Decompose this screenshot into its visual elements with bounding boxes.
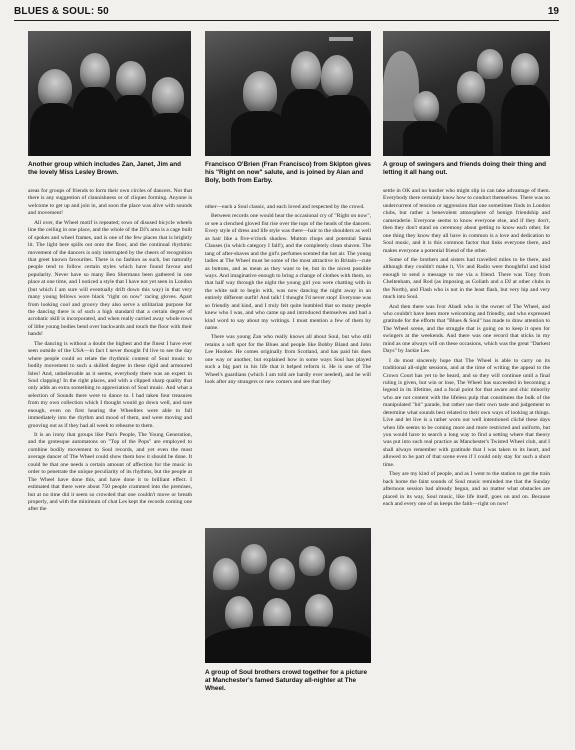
col2-paragraph: There was young Zan who really knows all about Soul, but who still retains a soft spot for the Blues and people like Bobby Bland and John Lee Hooker. He comes originally from Scotland, and has paid his dues one way or another, but explained how in some ways Soul has played such a big part in his life that it helped reform it. He is one of The Wheel's guardians (which I am told are hardly ever needed), and he will look after any strangers or new comers and see that they bbox=[205, 334, 371, 386]
col1-paragraph: The dancing is without a doubt the highest and the finest I have ever seen outside of the USA—in fact I never thought I'd live to see the day where people could so relate the rhythmic content of Soul music to bodily movement to such a skilled degree in these rigid and armoured Isles! And, unbelievable as it seems, everybody there was an expert in Soul clapping! In the right places, and with a clipped sharp quality that only adds an extra something to appreciation of Soul music. And what a selection of Sounds there were to dance to. I had taken four treasures from my own collection which I thought would go down well, and sure enough, even on first hearing the Wheelites were able to fall immediately into the rhythm and mood of them, and were moving and grooving out as if they had all week to rehearse to them. bbox=[28, 340, 192, 429]
col3-paragraph: settle in OK and no hustler who might slip in can take advantage of them. Everybody there certainly know how to conduct themselves. There was no undercurrent of tension or aggression that one sometimes finds in London clubs, but rather a benevolent atmosphere of benign friendship and cameraderie. Everyone seems to know everyone else, and if they don't, then they don't stand on ceremony about getting to know each other, for one thing they know they all have in common is a love and dedication to Soul music, and it is this common factor that links everyone there, and makes everyone a potential friend of the other. bbox=[383, 188, 550, 254]
page-header bbox=[14, 6, 559, 21]
col2-paragraph: other—each a Soul classic, and each loved and respected by the crowd. bbox=[205, 204, 365, 210]
photo-group-zan-janet-jim bbox=[28, 31, 191, 156]
photo2-caption: Francisco O'Brien (Fran Francisco) from Skipton gives his "Right on now" salute, and is joined by Alan and Boly, both from Earby. bbox=[205, 161, 371, 184]
col3-paragraph: They are my kind of people, and as I went to the station to get the train back home the faint sounds of Soul music reminded me that the Sunday afternoon session had already begun, and no matter what obstacles are placed in its way, Soul music, like life itself, goes on and on. Because each and every one of us keeps the faith—right on now! bbox=[383, 471, 550, 507]
col1-paragraph: All over, the Wheel motif is repeated; rows of disused bicycle wheels line the ceiling in one place, and the whole of the DJ's area is a cage built of spokes and wheel frames, and is one of the few places that is brightly lit. The light here spills out onto the floor, and the continual rhythmic movement of the dancers is only interrupted by the cheers of recognition that greet known favourites. There is no fashion as such, but naturally people tend to follow certain styles which have found favour and popularity. Never have so many Ben Shermans been gathered in one place at one time, and I noticed a style that I have not yet seen in London (but which I am sure will eventually drift down this way) in that very many young fellows wore black "right on now" racing gloves. Apart from looking cool and groovy they also serve a utilitarian purpose for the dancing there is of such a high standard that a certain degree of acrobatic skill is incorporated, and when really carried away whole rows of lithe young bodies bend over backwards and touch the floor with their hands! bbox=[28, 219, 192, 338]
col1-paragraph: areas for groups of friends to form their own circles of dancers. Not that there is any suggestion of clannishness or of cliques forming. Anyone is welcome to get up and join in, and soon the place was alive with sounds and movement! bbox=[28, 188, 192, 217]
photo3-caption: A group of swingers and friends doing their thing and letting it all hang out. bbox=[383, 161, 547, 176]
col3-paragraph: I do most sincerely hope that The Wheel is able to carry on its traditional all-night sessions, and at the time of writing the appeal to the Crown Court has yet to be heard, and so they will continue until a final ruling is given, but win or lose, The Wheel has succeeded in becoming a legend in its lifetime, and a focal point for that aware and chic minority who are not content with the lifeless pulp that constitutes the bulk of the manipulated "hit" parade, but rather use their own taste and judgement to determine what sounds best related to their own ways of looking at things. Live and let live is a rather worn out well intentioned cliché these days when life seems to be coming more and more restricted and uniform, but you would have to search a long way to find a setting where that theory was put into such real practice as Manchester's Twisted Wheel club, and I shall always remember with gratitude that I was taken to its heart, and allowed to be part of that scene even if I could only stay for such a short time. bbox=[383, 357, 550, 468]
photo-group-swingers bbox=[383, 31, 550, 156]
article-column-1 bbox=[28, 188, 192, 736]
article-column-2 bbox=[205, 204, 371, 524]
page-number: 19 bbox=[547, 6, 559, 17]
photo-francisco-obrien bbox=[205, 31, 371, 156]
col3-paragraph: Some of the brothers and sisters had travelled miles to be there, and although they couldn't make it, Viv and Radio were thoughtful and kind enough to send a message to me via a friend. There was Tony from Cheltenham, and Rod (as imposing as Goliath and a DJ at other clubs in the North), and Flash who is not in the least flash, but very hip and very much into Soul. bbox=[383, 256, 550, 301]
col1-paragraph: It is an irony that groups like Pan's People, The Young Generation, and the grotesque automatons on "Top of the Pops" are employed to combine bodily movement to Soul records, and yet even the most average dancer of The Wheel could show them how it should be done. It could be that one needs a certain amount of affection for the music in order to penetrate the unique peculiarity of its rhythms, but the people at The Wheel have done this, and have done it to brilliant effect. I estimated that there were about 750 people crammed into the premises, but at no time did it seem so crowded that one couldn't move or breath properly, and with the minimum of chat Les kept the records coming one after the bbox=[28, 432, 192, 513]
photo1-caption: Another group which includes Zan, Janet, Jim and the lovely Miss Lesley Brown. bbox=[28, 161, 182, 176]
photo4-caption: A group of Soul brothers crowd together for a picture at Manchester's famed Saturday all-nighter at The Wheel. bbox=[205, 669, 368, 692]
col2-paragraph: Between records one would hear the occasional cry of "Right on now", or see a clenched gloved fist rise over the tops of the heads of the dancers. Every style of dress and life style was there—hair to the shoulders as well as hair like a five-o'clock shadow. Mutton chops and potential Santa Clauses (in which category I fall!), and the completely clean shaven. The tang of after-shaves and the girl's perfumes scented the hot air. The young ladies at The Wheel must be some of the most attractive in Britain—cute as buttons, and as mean as they want to be, but in the nicest possible ways. And imaginative enough to bring a change of clothes with them, so that half way through the night the young girl you were chatting with in the white suit to begin with, was now dancing the night away in an entirely different outfit! And talk! I thought I'd never stop! Everyone was so friendly and kind, and I truly felt quite humbled that so many people knew who I was, and who came up and introduced themselves and had a kind word to say about my writings. I must mention a few of them by name. bbox=[205, 213, 371, 331]
col3-paragraph: And then there was Ivor Abadi who is the owner of The Wheel, and who couldn't have been more welcoming and friendly, and who expressed gratitude for the efforts that "Blues & Soul" has made to draw attention to The Wheel scene, and the struggle that is going on to keep it open for swingers at the weekends. And there was one record that sticks in my mind as one always will on these occasions, which was the great "Darkest Days" by Jackie Lee. bbox=[383, 303, 550, 355]
article-column-3 bbox=[383, 188, 550, 736]
photo-soul-brothers-crowd bbox=[205, 528, 371, 663]
magazine-issue-label: BLUES & SOUL: 50 bbox=[14, 6, 109, 17]
